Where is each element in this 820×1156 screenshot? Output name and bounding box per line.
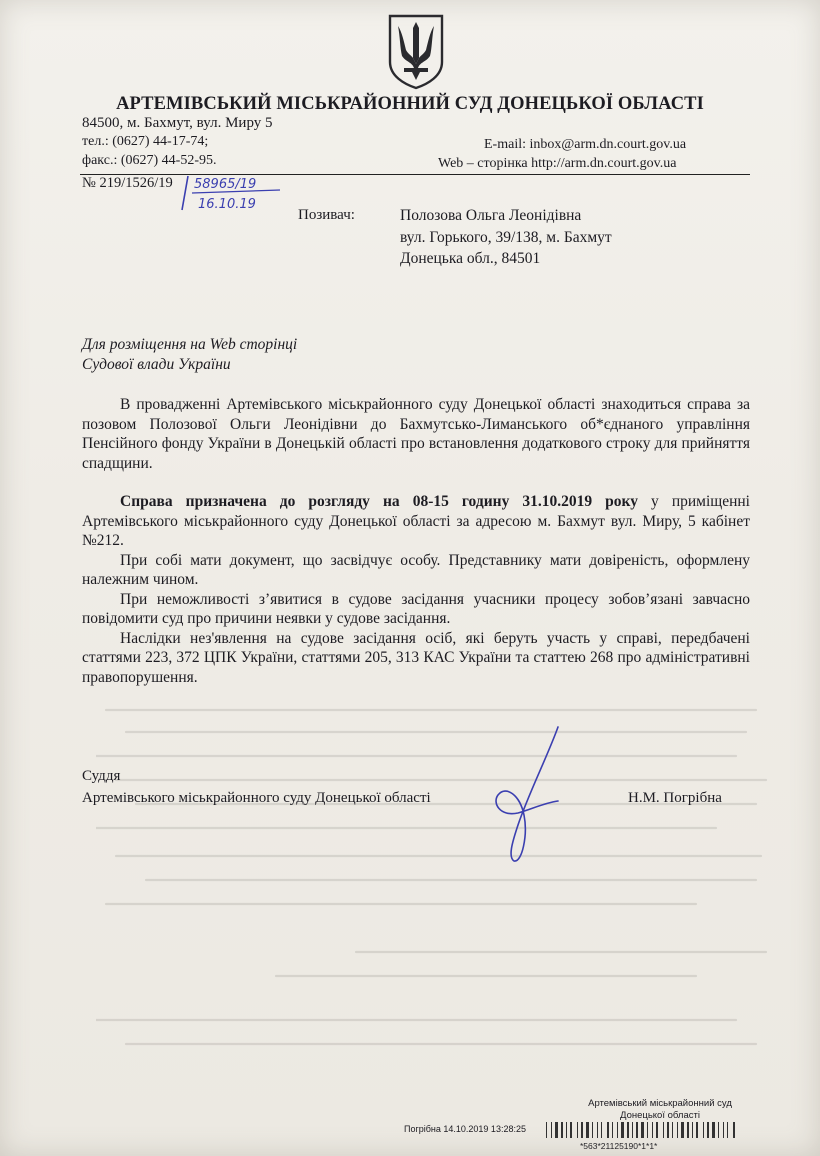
barcode-bar <box>672 1122 673 1138</box>
barcode-bar <box>681 1122 684 1138</box>
recipient-label: Позивач: <box>298 207 355 223</box>
handwritten-date: 16.10.19 <box>198 197 256 212</box>
barcode-bar <box>621 1122 624 1138</box>
barcode-bar <box>607 1122 609 1138</box>
barcode-bar <box>687 1122 689 1138</box>
handwritten-number: 58965/19 <box>194 177 257 192</box>
court-email: E-mail: inbox@arm.dn.court.gov.ua <box>484 137 687 152</box>
paragraph-documents: При собі мати документ, що засвідчує особу. Представнику мати довіреність, оформлену належним чином. <box>82 551 750 588</box>
barcode-bar <box>570 1122 572 1138</box>
barcode-bar <box>712 1122 715 1138</box>
barcode-bar <box>632 1122 633 1138</box>
judge-court: Артемівського міськрайонного суду Донецької області <box>82 790 431 806</box>
barcode-bar <box>561 1122 563 1138</box>
paragraph-hearing <box>82 492 750 551</box>
barcode-bar <box>692 1122 693 1138</box>
barcode-bar <box>555 1122 558 1138</box>
footer-court-line2: Донецької області <box>620 1110 700 1121</box>
barcode-bar <box>566 1122 567 1138</box>
court-phone: тел.: (0627) 44-17-74; <box>82 134 209 149</box>
judge-signature <box>488 725 568 865</box>
barcode-bar <box>617 1122 618 1138</box>
barcode-bar <box>707 1122 709 1138</box>
barcode-bar <box>612 1122 613 1138</box>
handwritten-registration-stamp <box>180 172 285 214</box>
judge-name: Н.М. Погрібна <box>628 790 722 806</box>
barcode-bar <box>647 1122 648 1138</box>
court-address: 84500, м. Бахмут, вул. Миру 5 <box>82 115 273 131</box>
barcode-bar <box>652 1122 653 1138</box>
publication-note-line1: Для розміщення на Web сторінці <box>82 336 298 353</box>
barcode-bar <box>727 1122 728 1138</box>
hearing-date-bold: Справа призначена до розгляду на 08-15 годину 31.10.2019 року <box>120 493 638 510</box>
court-fax: факс.: (0627) 44-52-95. <box>82 153 217 168</box>
barcode-bar <box>718 1122 719 1138</box>
footer-registration-meta: Погрібна 14.10.2019 13:28:25 <box>404 1124 526 1134</box>
barcode-bar <box>546 1122 547 1138</box>
barcode-bar <box>723 1122 724 1138</box>
recipient-region: Донецька обл., 84501 <box>400 250 541 267</box>
paragraph-absence-notice: При неможливості з’явитися в судове засідання учасники процесу зобов’язані завчасно повідомити суд про причини неявки у судове засідання. <box>82 590 750 627</box>
case-number: № 219/1526/19 <box>82 175 173 191</box>
barcode-bar <box>663 1122 664 1138</box>
hearing-details <box>82 492 750 687</box>
barcode-bar <box>597 1122 598 1138</box>
barcode-bar <box>696 1122 698 1138</box>
barcode-bar <box>667 1122 669 1138</box>
recipient-street: вул. Горького, 39/138, м. Бахмут <box>400 229 612 246</box>
barcode-bar <box>703 1122 704 1138</box>
barcode-bar <box>586 1122 589 1138</box>
court-website: Web – сторінка http://arm.dn.court.gov.ua <box>438 156 677 171</box>
publication-note-line2: Судової влади України <box>82 356 231 373</box>
barcode-bar <box>601 1122 602 1138</box>
bleed-through-texture <box>96 700 776 1060</box>
footer-court-name <box>560 1098 760 1122</box>
paragraph-consequences: Наслідки нез'явлення на судове засідання осіб, які беруть участь у справі, передбачені статтями 223, 372 ЦПК України, статтями 205, 313 КАС України та статтею 268 про адміністративні правопорушення. <box>82 629 750 686</box>
barcode-bar <box>677 1122 678 1138</box>
recipient-name: Полозова Ольга Леонідівна <box>400 207 582 224</box>
barcode-bar <box>636 1122 638 1138</box>
barcode-bar <box>627 1122 629 1138</box>
footer-court-line1: Артемівський міськрайонний суд <box>588 1098 732 1109</box>
trident-emblem-icon <box>386 12 446 90</box>
judge-title: Суддя <box>82 768 121 784</box>
barcode <box>546 1122 736 1138</box>
barcode-bar <box>581 1122 583 1138</box>
barcode-bar <box>656 1122 658 1138</box>
barcode-text: *563*21125190*1*1* <box>580 1141 658 1151</box>
barcode-bar <box>592 1122 593 1138</box>
hearing-location: у приміщенні Артемівського міськрайонного суду Донецької області за адресою м. Бахмут вул. Миру, 5 кабінет №212. <box>82 493 750 549</box>
barcode-bar <box>641 1122 644 1138</box>
court-title: АРТЕМІВСЬКИЙ МІСЬКРАЙОННИЙ СУД ДОНЕЦЬКОЇ ОБЛАСТІ <box>116 94 704 114</box>
case-description <box>82 395 750 473</box>
barcode-bar <box>577 1122 578 1138</box>
barcode-bar <box>733 1122 735 1138</box>
paragraph-case-info: В провадженні Артемівського міськрайонного суду Донецької області знаходиться справа за позовом Полозової Ольги Леонідівни до Бахмутсько-Лиманського об*єднаного управління Пенсійного фонду України в Донецькій області про встановлення додаткового строку для прийняття спадщини. <box>82 396 750 472</box>
barcode-bar <box>551 1122 552 1138</box>
